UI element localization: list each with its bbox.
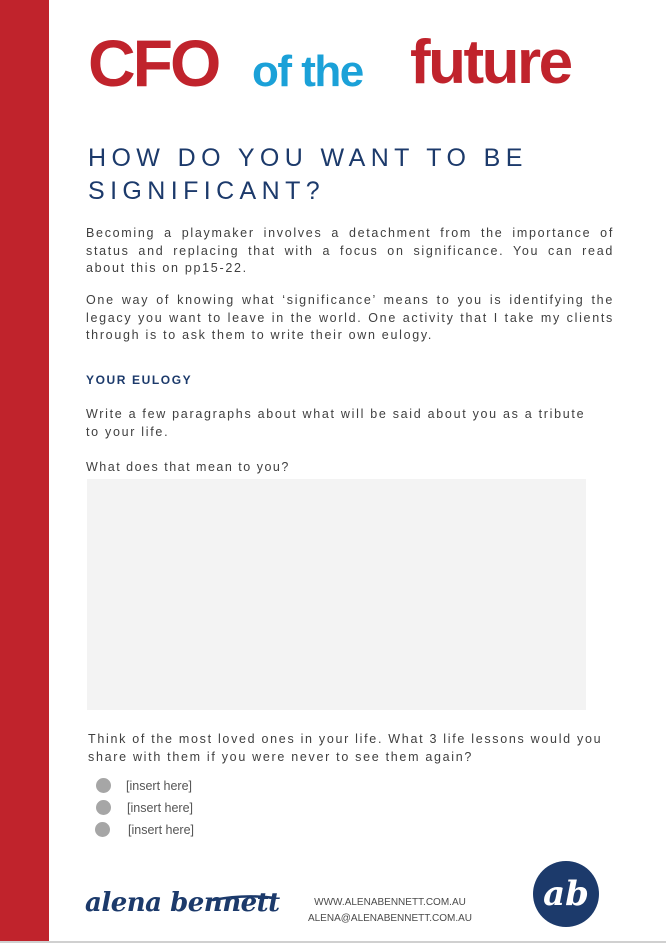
eulogy-heading: YOUR EULOGY <box>86 373 193 387</box>
life-lessons-prompt: Think of the most loved ones in your life. What 3 life lessons would you share with them if you were never to see them again? <box>88 732 603 764</box>
lesson-placeholder[interactable]: [insert here] <box>127 801 194 815</box>
cfo-of-the-future-logo <box>88 26 618 106</box>
left-accent-bar <box>0 0 49 943</box>
ab-monogram-logo-icon <box>533 861 599 927</box>
monogram-text: ab <box>543 874 589 914</box>
eulogy-instruction: Write a few paragraphs about what will be said about you as a tribute to your life. <box>86 407 586 439</box>
eulogy-answer-box[interactable] <box>87 479 586 710</box>
bullet-icon <box>95 822 110 837</box>
lesson-placeholder[interactable]: [insert here] <box>126 779 193 793</box>
page-title: HOW DO YOU WANT TO BE SIGNIFICANT? <box>88 144 528 205</box>
contact-info <box>300 895 480 927</box>
signature-flourish-icon <box>85 888 280 930</box>
intro-paragraph-2: One way of knowing what ‘significance’ means to you is identifying the legacy you want to leave in the world. One activity that I take my clients through is to ask them to write their own eulogy. <box>86 293 614 342</box>
email-link[interactable]: ALENA@ALENABENNETT.COM.AU <box>307 913 473 924</box>
website-link[interactable]: WWW.ALENABENNETT.COM.AU <box>314 897 466 908</box>
alena-bennett-signature <box>85 888 280 930</box>
bullet-icon <box>96 800 111 815</box>
logo-of-the: of the <box>252 47 363 96</box>
logo-future: future <box>410 28 571 97</box>
eulogy-question: What does that mean to you? <box>86 460 290 474</box>
intro-paragraph-1: Becoming a playmaker involves a detachment from the importance of status and replacing that with a focus on significance. You can read about this on pp15-22. <box>86 226 614 275</box>
lesson-placeholder[interactable]: [insert here] <box>128 823 195 837</box>
logo-cfo: CFO <box>88 26 219 100</box>
signature-text: alena bennett <box>85 888 280 918</box>
bullet-icon <box>96 778 111 793</box>
